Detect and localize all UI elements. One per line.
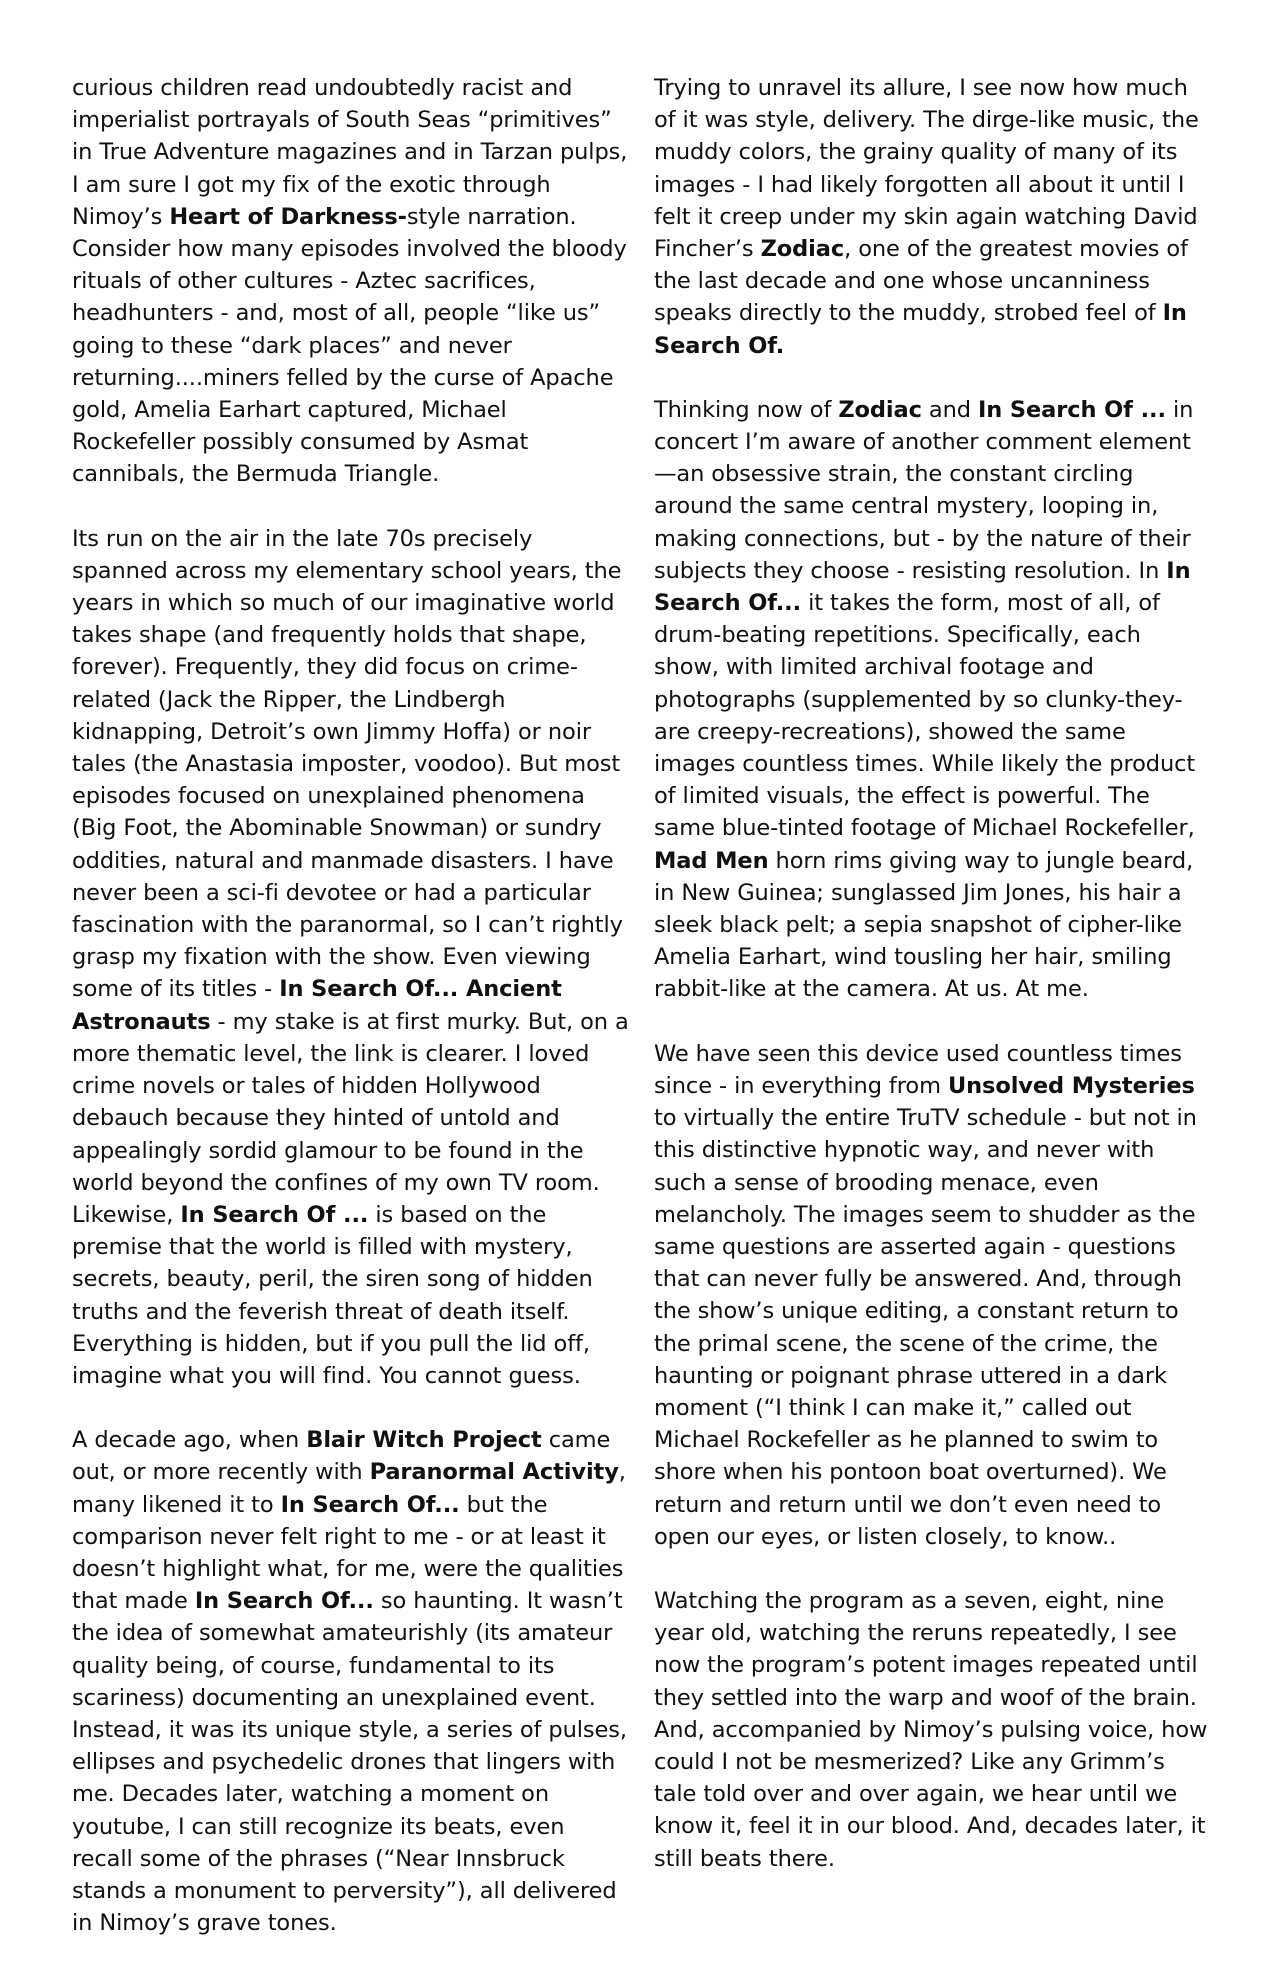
text-run: came out, or more recently with <box>72 1427 611 1486</box>
bold-title-text: Blair Witch Project <box>306 1427 542 1454</box>
text-run: it takes the form, most of all, of drum-beating repetitions. Specifically, each show, with limited archival footage and photographs (supplemented by so clunky-they-are creepy-recreations), showed the same images countless times. While likely the product of limited visuals, the effect is powerful. The same blue-tinted footage of Michael Rockefeller, <box>654 590 1196 842</box>
text-run: to virtually the entire TruTV schedule - but not in this distinctive hypnotic way, and never with such a sense of brooding menace, even melancholy. The images seem to shudder as the same questions are asserted again - questions that can never fully be answered. And, through the show’s unique editing, a constant return to the primal scene, the scene of the crime, the haunting or poignant phrase uttered in a dark moment (“I think I can make it,” called out Michael Rockefeller as he planned to swim to shore when his pontoon boat overturned). We return and return until we don’t even need to open our eyes, or listen closely, to know.. <box>654 1105 1197 1550</box>
text-run: Thinking now of <box>654 396 839 423</box>
bold-title-text: In Search Of. <box>654 300 1187 359</box>
text-run: but the comparison never felt right to me - or at least it doesn’t highlight what, for me, were the qualities that made <box>72 1491 624 1615</box>
paragraph <box>72 72 632 491</box>
left-column <box>72 72 632 1971</box>
bold-title-text: In Search Of... Ancient Astronauts <box>72 976 562 1035</box>
paragraph <box>654 1585 1210 1875</box>
text-run: , one of the greatest movies of the last decade and one whose uncanniness speaks directly to the muddy, strobed feel of <box>654 236 1188 327</box>
text-run: curious children read undoubtedly racist and imperialist portrayals of South Seas “primitives” in True Adventure magazines and in Tarzan pulps, I am sure I got my fix of the exotic through Nimoy’s <box>72 75 628 230</box>
text-run: in concert I’m aware of another comment element—an obsessive strain, the constant circling around the same central mystery, looping in, making connections, but - by the nature of their subjects they choose - resisting resolution. In <box>654 396 1194 584</box>
text-run: Trying to unravel its allure, I see now how much of it was style, delivery. The dirge-like music, the muddy colors, the grainy quality of many of its images - I had likely forgotten all about it until I felt it creep under my skin again watching David Fincher’s <box>654 75 1199 263</box>
bold-title-text: In Search Of... <box>654 557 1191 617</box>
text-run: and <box>921 396 978 423</box>
text-run: so haunting. It wasn’t the idea of somewhat amateurishly (its amateur quality being, of course, fundamental to its scariness) documenting an unexplained event. Instead, it was its unique style, a series of pulses, ellipses and psychedelic drones that lingers with me. Decades later, watching a moment on youtube, I can still recognize its beats, even recall some of the phrases (“Near Innsbruck stands a monument to perversity”), all delivered in Nimoy’s grave tones. <box>72 1588 627 1937</box>
bold-title-text: Zodiac <box>838 396 922 423</box>
text-run: - my stake is at first murky. But, on a more thematic level, the link is clearer. I loved crime novels or tales of hidden Hollywood debauch because they hinted of untold and appealingly sordid glamour to be found in the world beyond the confines of my own TV room. Likewise, <box>72 1008 629 1228</box>
text-run: is based on the premise that the world is filled with mystery, secrets, beauty, peril, the siren song of hidden truths and the feverish threat of death itself. Everything is hidden, but if you pull the lid off, imagine what you will find. You cannot guess. <box>72 1201 593 1389</box>
right-column <box>654 72 1210 1907</box>
text-run: horn rims giving way to jungle beard, in New Guinea; sunglassed Jim Jones, his hair a sleek black pelt; a sepia snapshot of cipher-like Amelia Earhart, wind tousling her hair, smiling rabbit-like at the camera. At us. At me. <box>654 847 1194 1003</box>
paragraph <box>654 72 1210 362</box>
bold-title-text: Paranormal Activity <box>369 1459 619 1486</box>
paragraph <box>654 1038 1210 1553</box>
paragraph <box>654 394 1210 1006</box>
paragraph <box>72 523 632 1392</box>
paragraph <box>72 1424 632 1939</box>
text-run: , many likened it to <box>72 1459 626 1518</box>
text-run: Watching the program as a seven, eight, nine year old, watching the reruns repeatedly, I see now the program’s potent images repeated until they settled into the warp and woof of the brain. And, accompanied by Nimoy’s pulsing voice, how could I not be mesmerized? Like any Grimm’s tale told over and over again, we hear until we know it, feel it in our blood. And, decades later, it still beats there. <box>654 1587 1208 1872</box>
bold-title-text: Heart of Darkness- <box>169 203 407 230</box>
bold-title-text: In Search Of ... <box>180 1201 369 1228</box>
text-run: A decade ago, when <box>72 1427 307 1454</box>
bold-title-text: In Search Of... <box>280 1491 460 1518</box>
bold-title-text: Zodiac <box>760 236 845 263</box>
bold-title-text: In Search Of... <box>194 1588 374 1615</box>
bold-title-text: Mad Men <box>654 847 769 874</box>
text-run: style narration. Consider how many episodes involved the bloody rituals of other cultures - Aztec sacrifices, headhunters - and, most of all, people “like us” going to these “dark places” and never returning....miners felled by the curse of Apache gold, Amelia Earhart captured, Michael Rockefeller possibly consumed by Asmat cannibals, the Bermuda Triangle. <box>72 203 627 488</box>
text-run: Its run on the air in the late 70s precisely spanned across my elementary school years, the years in which so much of our imaginative world takes shape (and frequently holds that shape, forever). Frequently, they did focus on crime-related (Jack the Ripper, the Lindbergh kidnapping, Detroit’s own Jimmy Hoffa) or noir tales (the Anastasia imposter, voodoo). But most episodes focused on unexplained phenomena (Big Foot, the Abominable Snowman) or sundry oddities, natural and manmade disasters. I have never been a sci-fi devotee or had a particular fascination with the paranormal, so I can’t rightly grasp my fixation with the show. Even viewing some of its titles - <box>72 525 623 1003</box>
text-run: We have seen this device used countless times since - in everything from <box>654 1040 1182 1099</box>
bold-title-text: Unsolved Mysteries <box>947 1072 1195 1099</box>
bold-title-text: In Search Of ... <box>977 396 1166 423</box>
